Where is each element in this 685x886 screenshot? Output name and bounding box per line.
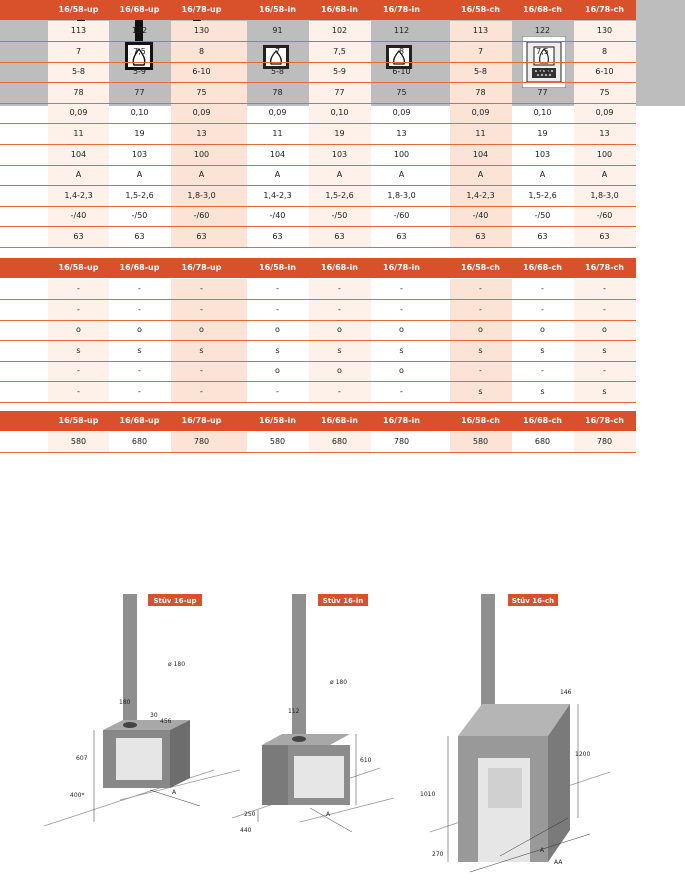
table-cell: 1,5-2,6 (528, 190, 557, 200)
table-cell: 77 (537, 87, 548, 97)
table-row (0, 165, 636, 185)
table-cell: 77 (134, 87, 145, 97)
table-cell: s (602, 345, 607, 355)
table-cell: 5-9 (535, 67, 550, 77)
table-cell: 7,5 (133, 46, 146, 56)
table-cell: 1,8-3,0 (387, 190, 416, 200)
diagram-up-dim-30: 30 (150, 712, 158, 719)
table-cell: 5-8 (71, 67, 86, 77)
table-cell: A (136, 170, 143, 180)
table-cell: s (337, 345, 342, 355)
table-cell: 780 (596, 437, 613, 446)
diagram-ch-dim-1200: 1200 (575, 751, 591, 758)
table-cell: - (138, 304, 141, 314)
table-cell: 130 (596, 26, 613, 35)
table-cell: 7 (75, 46, 82, 56)
table-cell: 1,5-2,6 (325, 190, 354, 200)
table-cell: 680 (131, 437, 148, 446)
table-row (0, 300, 636, 320)
table-cell: -/60 (193, 211, 210, 221)
table-cell: 6-10 (192, 67, 211, 77)
table-cell: 104 (70, 149, 87, 159)
table-cell: 13 (396, 129, 407, 138)
table-cell: - (400, 284, 403, 293)
diagram-ch-dim-270: 270 (432, 851, 444, 858)
diagram-in-dim-diameter: ø 180 (330, 679, 348, 686)
table-cell: 5-8 (473, 67, 488, 77)
table-row (0, 124, 636, 144)
table-cell: o (275, 366, 280, 376)
table-cell: 113 (472, 26, 489, 35)
table-row (0, 432, 636, 452)
column-header: 16/68-ch (523, 263, 562, 272)
table-row (0, 341, 636, 361)
table-cell: 580 (269, 437, 286, 446)
table-cell: 104 (269, 149, 286, 159)
table-cell: -/60 (393, 211, 410, 221)
table-cell: 91 (272, 26, 283, 35)
table-cell: - (77, 304, 80, 314)
table-cell: 0,10 (330, 108, 349, 118)
table-cell: A (274, 170, 281, 180)
table-cell: -/40 (472, 211, 489, 221)
table-cell: - (200, 366, 203, 376)
diagram-ch-dim-a: A (540, 847, 545, 854)
table-cell: 780 (393, 437, 410, 446)
table-cell: 7,5 (333, 46, 346, 56)
diagram-in-label: Stûv 16-in (322, 597, 364, 605)
table-cell: s (540, 345, 545, 355)
diagram-up-dim-diameter: ø 180 (168, 661, 186, 668)
column-header: 16/78-up (181, 416, 222, 425)
table-cell: 13 (196, 129, 207, 138)
table-cell: - (338, 387, 341, 396)
table-cell: 6-10 (595, 67, 614, 77)
diagram-in-dim-112: 112 (288, 708, 300, 715)
column-header: 16/68-up (119, 263, 160, 272)
table-cell: - (200, 387, 203, 396)
table-cell: s (602, 387, 607, 396)
table-cell: - (541, 284, 544, 293)
table-cell: 1,8-3,0 (187, 190, 216, 200)
table-cell: 75 (396, 87, 407, 97)
column-header: 16/78-ch (585, 5, 624, 14)
table-cell: - (77, 387, 80, 396)
table-cell: 113 (70, 26, 87, 35)
diagram-stuv-16-up (44, 594, 240, 826)
table-cell: - (77, 366, 80, 376)
table-row (0, 83, 636, 103)
table-cell: o (399, 325, 404, 335)
table-cell: -/40 (269, 211, 286, 221)
diagram-in-dim-a: A (326, 811, 331, 818)
table-cell: 77 (334, 87, 345, 97)
table-cell: 680 (534, 437, 551, 446)
table-cell: -/50 (131, 211, 148, 221)
table-cell: s (478, 345, 483, 355)
table-cell: - (200, 284, 203, 293)
column-header: 16/58-in (259, 263, 296, 272)
table-cell: s (76, 345, 81, 355)
table-header-row (0, 0, 636, 20)
table-cell: 104 (472, 149, 489, 159)
table-cell: 8 (398, 46, 405, 56)
table-cell: 11 (272, 129, 283, 138)
table-cell: 100 (596, 149, 613, 159)
table-cell: - (400, 304, 403, 314)
table-cell: 1,4-2,3 (466, 190, 495, 200)
table-cell: 63 (475, 232, 486, 241)
table-cell: A (477, 170, 484, 180)
column-header: 16/58-in (259, 5, 296, 14)
table-cell: 122 (534, 26, 551, 35)
column-header: 16/78-in (383, 416, 420, 425)
table-row (0, 279, 636, 299)
table-cell: 5-9 (132, 67, 147, 77)
table-cell: A (398, 170, 405, 180)
table-cell: - (479, 304, 482, 314)
table-cell: 63 (599, 232, 610, 241)
table-cell: - (200, 304, 203, 314)
column-header: 16/78-in (383, 5, 420, 14)
table-cell: o (337, 366, 342, 376)
table-cell: - (479, 366, 482, 376)
table-cell: 63 (396, 232, 407, 241)
table-cell: 8 (601, 46, 608, 56)
table-cell: 100 (393, 149, 410, 159)
table-cell: s (275, 345, 280, 355)
table-cell: - (603, 304, 606, 314)
table-cell: s (137, 345, 142, 355)
table-cell: 13 (599, 129, 610, 138)
column-header: 16/58-in (259, 416, 296, 425)
table-header-row (0, 258, 636, 278)
table-cell: o (275, 325, 280, 335)
table-cell: -/60 (596, 211, 613, 221)
table-cell: 103 (131, 149, 148, 159)
table-row (0, 206, 636, 226)
table-cell: A (601, 170, 608, 180)
table-cell: 8 (198, 46, 205, 56)
table-cell: - (77, 284, 80, 293)
table-cell: 63 (272, 232, 283, 241)
table-cell: - (276, 284, 279, 293)
table-cell: - (603, 366, 606, 376)
table-row (0, 382, 636, 402)
table-row (0, 103, 636, 123)
table-cell: s (478, 387, 483, 396)
table-cell: o (540, 325, 545, 335)
table-cell: o (137, 325, 142, 335)
table-cell: 0,09 (471, 108, 490, 118)
table-cell: 780 (193, 437, 210, 446)
diagram-up-dim-456: 456 (160, 718, 172, 725)
table-cell: s (540, 387, 545, 396)
column-header: 16/58-ch (461, 416, 500, 425)
table-cell: 0,09 (268, 108, 287, 118)
table-cell: o (602, 325, 607, 335)
column-header: 16/58-ch (461, 5, 500, 14)
column-header: 16/68-up (119, 5, 160, 14)
table-row (0, 320, 636, 340)
table-cell: A (75, 170, 82, 180)
column-header: 16/58-up (58, 5, 99, 14)
table-cell: 0,10 (130, 108, 149, 118)
diagram-in-dim-610: 610 (360, 757, 372, 764)
column-header: 16/68-ch (523, 5, 562, 14)
diagram-up-dim-607: 607 (76, 755, 88, 762)
diagram-in-dim-250: 250 (244, 811, 256, 818)
table-cell: 78 (73, 87, 84, 97)
table-cell: - (400, 387, 403, 396)
table-cell: 78 (475, 87, 486, 97)
table-cell: 680 (331, 437, 348, 446)
table-cell: 103 (534, 149, 551, 159)
table-cell: s (199, 345, 204, 355)
column-header: 16/68-up (119, 416, 160, 425)
column-header: 16/78-ch (585, 263, 624, 272)
column-header: 16/78-up (181, 5, 222, 14)
table-cell: 100 (193, 149, 210, 159)
diagram-stuv-16-ch (420, 594, 610, 872)
installation-diagrams (0, 560, 685, 886)
column-header: 16/78-in (383, 263, 420, 272)
table-row (0, 42, 636, 62)
table-cell: o (399, 366, 404, 376)
column-header: 16/68-in (321, 5, 358, 14)
table-cell: -/40 (70, 211, 87, 221)
table-cell: 63 (537, 232, 548, 241)
table-cell: 5-9 (332, 67, 347, 77)
table-cell: A (198, 170, 205, 180)
column-header: 16/78-ch (585, 416, 624, 425)
table-cell: 7,5 (536, 46, 549, 56)
table-cell: - (276, 304, 279, 314)
diagram-ch-label: Stûv 16-ch (511, 597, 555, 605)
column-header: 16/68-ch (523, 416, 562, 425)
table-row (0, 62, 636, 82)
table-cell: 63 (196, 232, 207, 241)
column-header: 16/68-in (321, 263, 358, 272)
diagram-up-dim-400: 400* (70, 792, 85, 799)
diagram-up-label: Stûv 16-up (153, 597, 197, 605)
table-cell: 5-8 (270, 67, 285, 77)
table-cell: 112 (393, 26, 410, 35)
table-cell: o (199, 325, 204, 335)
diagram-up-dim-a: A (172, 789, 177, 796)
table-cell: - (138, 387, 141, 396)
table-row (0, 186, 636, 206)
column-header: 16/78-up (181, 263, 222, 272)
table-cell: 6-10 (392, 67, 411, 77)
table-cell: o (337, 325, 342, 335)
table-cell: 0,09 (69, 108, 88, 118)
table-cell: o (478, 325, 483, 335)
table-cell: - (338, 284, 341, 293)
table-cell: o (76, 325, 81, 335)
diagram-in-dim-440: 440 (240, 827, 252, 834)
table-cell: 11 (73, 129, 84, 138)
table-cell: 0,09 (192, 108, 211, 118)
table-cell: -/50 (534, 211, 551, 221)
table-cell: A (539, 170, 546, 180)
table-row (0, 227, 636, 247)
table-cell: 130 (193, 26, 210, 35)
table-cell: - (541, 304, 544, 314)
table-cell: 103 (331, 149, 348, 159)
table-cell: 1,4-2,3 (263, 190, 292, 200)
table-cell: 1,5-2,6 (125, 190, 154, 200)
table-header-row (0, 411, 636, 431)
column-header: 16/58-ch (461, 263, 500, 272)
table-cell: 63 (134, 232, 145, 241)
table-cell: 63 (334, 232, 345, 241)
table-cell: A (336, 170, 343, 180)
table-cell: 7 (274, 46, 281, 56)
table-cell: -/50 (331, 211, 348, 221)
table-cell: 75 (196, 87, 207, 97)
table-row (0, 21, 636, 41)
diagram-up-dim-180: 180 (119, 699, 131, 706)
table-cell: - (338, 304, 341, 314)
column-header: 16/58-up (58, 263, 99, 272)
table-cell: 102 (331, 26, 348, 35)
table-cell: 63 (73, 232, 84, 241)
table-cell: 122 (131, 26, 148, 35)
table-cell: 78 (272, 87, 283, 97)
table-cell: 11 (475, 129, 486, 138)
table-cell: 1,8-3,0 (590, 190, 619, 200)
table-cell: 580 (472, 437, 489, 446)
table-cell: 19 (134, 129, 145, 138)
table-cell: - (603, 284, 606, 293)
table-cell: - (276, 387, 279, 396)
column-header: 16/58-up (58, 416, 99, 425)
table-cell: 75 (599, 87, 610, 97)
table-cell: s (399, 345, 404, 355)
table-cell: - (541, 366, 544, 376)
table-cell: - (138, 366, 141, 376)
table-row (0, 145, 636, 165)
table-cell: 0,09 (595, 108, 614, 118)
table-cell: - (479, 284, 482, 293)
table-cell: 19 (537, 129, 548, 138)
column-header: 16/68-in (321, 416, 358, 425)
table-cell: - (138, 284, 141, 293)
diagram-ch-dim-146: 146 (560, 689, 572, 696)
table-row (0, 361, 636, 381)
table-cell: 580 (70, 437, 87, 446)
diagram-ch-dim-aa: AA (554, 859, 563, 866)
table-cell: 7 (477, 46, 484, 56)
table-cell: 1,4-2,3 (64, 190, 93, 200)
diagram-ch-dim-1010: 1010 (420, 791, 436, 798)
table-cell: 19 (334, 129, 345, 138)
diagram-stuv-16-in (232, 594, 394, 834)
table-cell: 0,10 (533, 108, 552, 118)
table-cell: 0,09 (392, 108, 411, 118)
